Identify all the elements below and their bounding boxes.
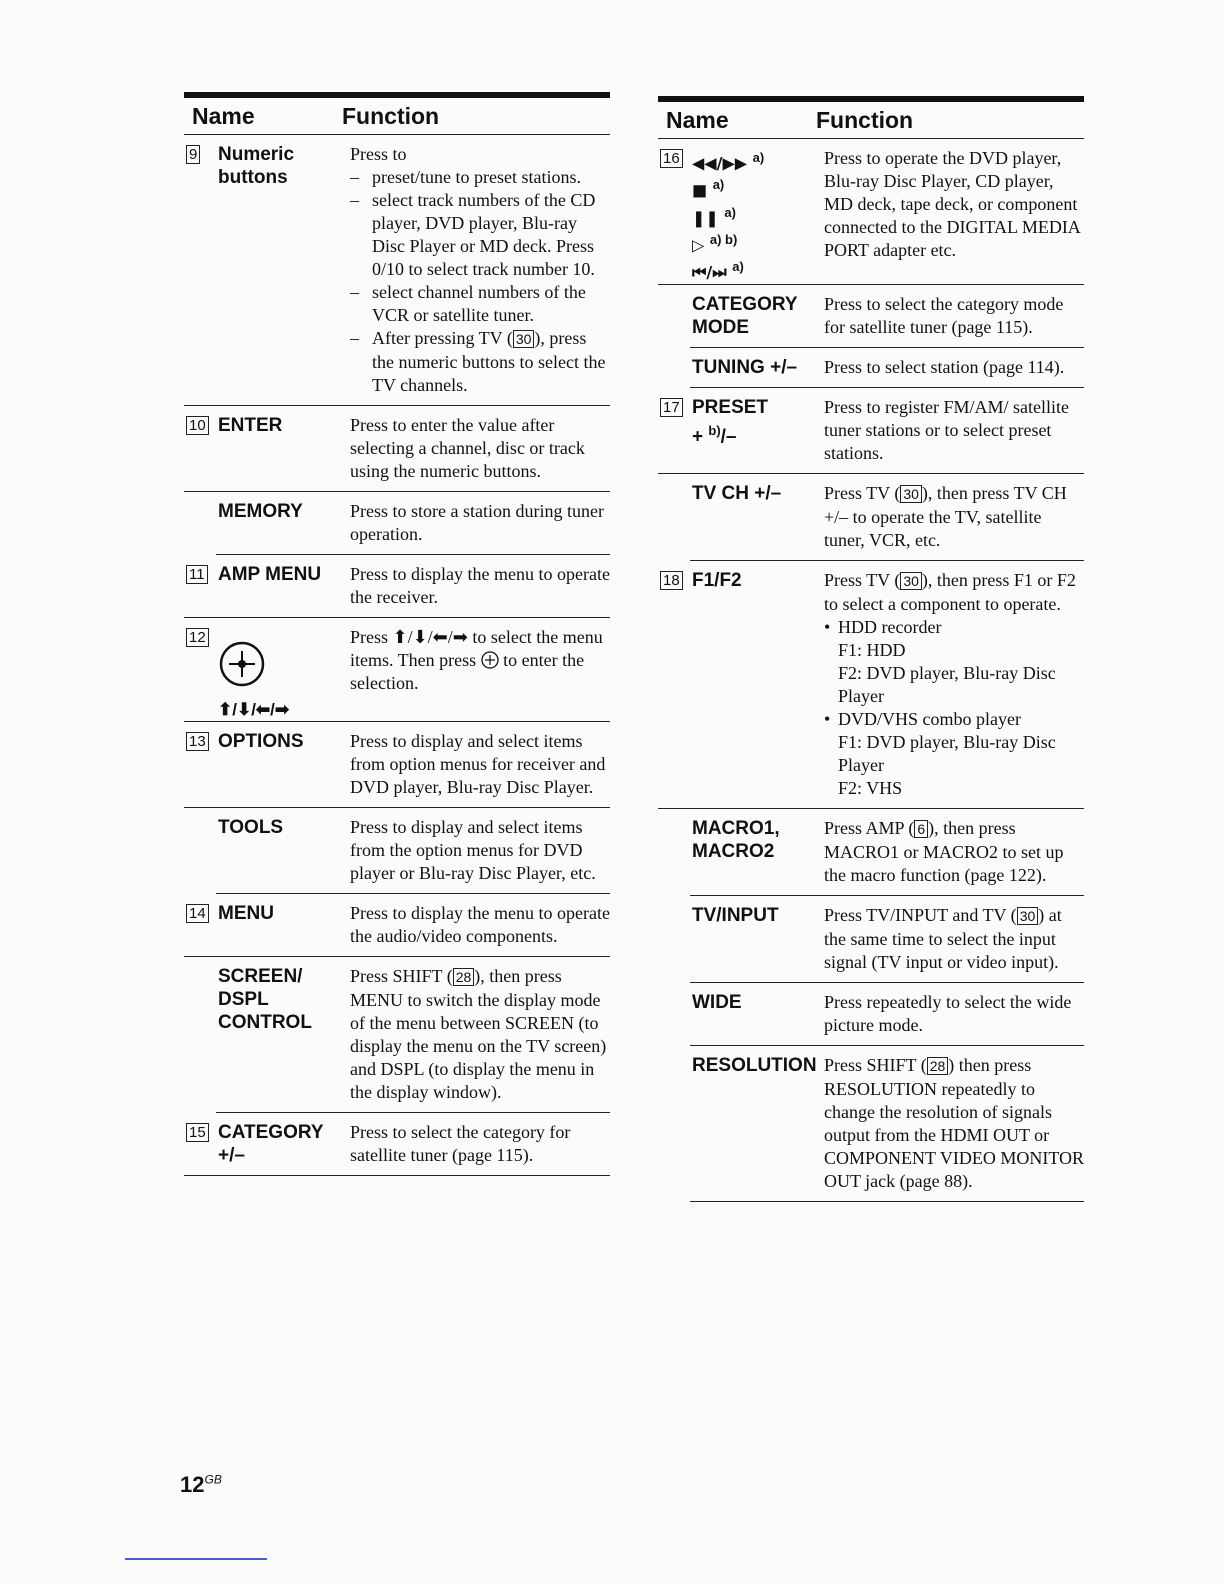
list-item: – select channel numbers of the VCR or satellite tuner. (350, 281, 610, 327)
item-function (350, 618, 610, 721)
header-function: Function (342, 102, 440, 129)
page-suffix: GB (204, 1472, 222, 1487)
header-name: Name (192, 102, 255, 129)
row-tuning (690, 348, 1084, 388)
ref-badge: 6 (914, 820, 928, 838)
joystick-icon (218, 640, 350, 694)
arrow-buttons-label: ⬆/⬇/⬅/➡ (218, 700, 290, 719)
row-memory (216, 492, 610, 555)
item-function (824, 474, 1084, 560)
item-function: Press to register FM/AM/ satellite tuner stations or to select preset stations. (824, 396, 1069, 463)
text: ) then press RESOLUTION repeatedly to change the resolution of signals output from the HDMI OUT or COMPONENT VIDEO MONITOR OUT jack (page 88). (824, 1054, 1085, 1191)
ref-badge: 30 (1017, 907, 1039, 925)
item-function: Press to store a station during tuner operation. (350, 501, 604, 544)
function-intro: Press to (350, 144, 407, 164)
item-name: F1/F2 (692, 569, 742, 591)
row-preset (658, 388, 1084, 474)
item-name: SCREEN/ DSPL CONTROL (218, 966, 312, 1033)
item-name: TV/INPUT (692, 904, 779, 926)
footer-rule (125, 1558, 267, 1560)
item-function (824, 896, 1084, 982)
list-item (824, 616, 1084, 708)
symbol: ▷ (692, 235, 705, 255)
item-name: RESOLUTION (692, 1054, 817, 1076)
item-name (658, 388, 824, 473)
footnote: a) (712, 177, 725, 193)
table-header (658, 102, 1084, 139)
item-function: Press to select the category for satellite tuner (page 115). (350, 1122, 571, 1165)
item-name: AMP MENU (218, 564, 322, 585)
row-category-mode (690, 285, 1084, 348)
row-f1-f2 (658, 561, 1084, 809)
name-line: PRESET (692, 396, 769, 418)
item-name: TOOLS (218, 817, 284, 838)
row-macro (690, 809, 1084, 896)
list-item: – preset/tune to preset stations. (350, 166, 610, 189)
item-number: 17 (660, 398, 683, 417)
item-name: Numeric buttons (218, 144, 295, 188)
item-function: Press repeatedly to select the wide picture mode. (824, 991, 1072, 1035)
text: ), then press F1 or F2 to select a component to operate. (824, 569, 1076, 614)
footnote: a) (752, 150, 765, 165)
symbol: ◀◀/▶▶ (692, 153, 748, 173)
text: ), press the numeric buttons to select the TV channels. (372, 328, 606, 395)
text: F1: HDD (838, 639, 906, 660)
item-number: 10 (186, 416, 209, 435)
item-name (658, 139, 824, 284)
row-joystick (184, 618, 610, 722)
list-item: – select track numbers of the CD player, DVD player, Blu-ray Disc Player or MD deck. Press 0/10 to select track number 10. (350, 189, 610, 281)
header-name: Name (666, 106, 729, 133)
row-wide (690, 983, 1084, 1046)
text: /– (720, 425, 737, 447)
ref-badge: 30 (900, 485, 922, 503)
text: F2: DVD player, Blu-ray Disc Player (838, 662, 1056, 706)
item-function: Press to select station (page 114). (824, 356, 1065, 377)
name-line (692, 419, 824, 448)
header-function: Function (816, 106, 914, 133)
row-menu (184, 894, 610, 957)
item-name: MENU (218, 903, 274, 924)
page-number (180, 1472, 222, 1498)
symbol: ❚❚ (692, 207, 719, 227)
item-function: Press to select the category mode for satellite tuner (page 115). (824, 293, 1064, 337)
item-name: MACRO1, MACRO2 (692, 817, 780, 862)
item-number: 12 (186, 628, 209, 647)
ref-badge: 30 (513, 330, 535, 348)
ref-badge: 28 (453, 968, 475, 986)
row-transport-buttons (658, 139, 1084, 285)
row-category (184, 1113, 610, 1176)
right-table (658, 96, 1084, 1202)
item-function: Press to display and select items from option menus for receiver and DVD player, Blu-ray Disc Player. (350, 731, 606, 797)
row-tools (216, 808, 610, 894)
item-function (350, 957, 610, 1112)
item-name: WIDE (692, 991, 742, 1013)
text: ), then press TV CH +/– to operate the TV, satellite tuner, VCR, etc. (824, 482, 1067, 550)
text: + (692, 425, 709, 447)
text: • DVD/VHS combo player (838, 708, 1021, 729)
text: ) at the same time to select the input signal (TV input or video input). (824, 904, 1062, 972)
text: ), then press MENU to switch the display mode of the menu between SCREEN (to display the menu on the TV screen) and DSPL (to display the menu in the display window). (350, 966, 607, 1102)
list-item (824, 708, 1084, 800)
item-number: 9 (186, 145, 200, 164)
item-name: OPTIONS (218, 731, 304, 752)
item-function: Press to enter the value after selecting a channel, disc or track using the numeric buttons. (350, 415, 585, 481)
item-number: 11 (186, 565, 208, 584)
item-number: 13 (186, 732, 209, 751)
list-item (350, 327, 610, 397)
item-function: Press to operate the DVD player, Blu-ray Disc Player, CD player, MD deck, tape deck, or component connected to the DIGITAL MEDIA PORT adapter etc. (824, 148, 1080, 260)
item-name: ENTER (218, 415, 283, 436)
text: Press ⬆/⬇/⬅/➡ to select the menu items. Then press (350, 627, 603, 670)
row-enter (184, 406, 610, 492)
row-resolution (690, 1046, 1084, 1202)
text: Press AMP ( (824, 817, 915, 838)
function-list (824, 616, 1084, 800)
symbol: ■ (692, 180, 708, 200)
item-function (824, 1046, 1084, 1201)
row-screen-dspl (216, 957, 610, 1113)
text: F2: VHS (838, 777, 903, 798)
row-tv-ch (690, 474, 1084, 561)
text: ), then press MACRO1 or MACRO2 to set up the macro function (page 122). (824, 817, 1064, 885)
footnote: a) b) (709, 231, 738, 247)
ref-badge: 30 (900, 572, 922, 590)
text: Press TV/INPUT and TV ( (824, 904, 1017, 925)
text: Press SHIFT ( (824, 1054, 927, 1075)
page-number-value: 12 (180, 1472, 205, 1497)
row-tv-input (690, 896, 1084, 983)
left-table (184, 92, 610, 1176)
row-options (184, 722, 610, 808)
text: Press SHIFT ( (350, 966, 453, 986)
item-name (184, 618, 350, 721)
item-function: Press to display and select items from the option menus for DVD player or Blu-ray Disc Player, etc. (350, 817, 596, 883)
item-number: 15 (186, 1123, 209, 1142)
rewind-forward-icon (692, 147, 824, 174)
item-number: 14 (186, 904, 209, 923)
pause-icon (692, 202, 824, 229)
item-function (350, 135, 610, 405)
item-number: 18 (660, 571, 683, 590)
footnote: b) (708, 422, 721, 438)
row-numeric-buttons (184, 135, 610, 406)
skip-icon (692, 256, 824, 283)
play-icon (692, 229, 824, 256)
text: to enter the selection. (350, 650, 585, 693)
item-function: Press to display the menu to operate the receiver. (350, 564, 610, 607)
stop-icon (692, 174, 824, 201)
item-name: TUNING +/– (692, 356, 798, 378)
item-name: MEMORY (218, 501, 303, 522)
item-name: TV CH +/– (692, 482, 782, 504)
item-function: Press to display the menu to operate the audio/video components. (350, 903, 610, 946)
symbol: ⏮/⏭ (692, 262, 727, 282)
table-header (184, 98, 610, 135)
item-name: CATEGORY +/– (218, 1122, 324, 1166)
text: After pressing TV ( (372, 328, 513, 348)
item-function (824, 561, 1084, 808)
footnote: a) (732, 259, 744, 275)
function-list (350, 166, 610, 397)
text: Press TV ( (824, 482, 901, 503)
text: F1: DVD player, Blu-ray Disc Player (838, 731, 1056, 775)
item-number: 16 (660, 149, 683, 168)
row-amp-menu (184, 555, 610, 618)
footnote: a) (724, 204, 736, 220)
item-function (824, 809, 1084, 895)
enter-circle-icon (481, 651, 499, 669)
text: Press TV ( (824, 569, 901, 590)
function-text (824, 569, 1084, 616)
ref-badge: 28 (927, 1057, 949, 1075)
text: • HDD recorder (838, 616, 942, 637)
item-name: CATEGORY MODE (692, 293, 798, 338)
